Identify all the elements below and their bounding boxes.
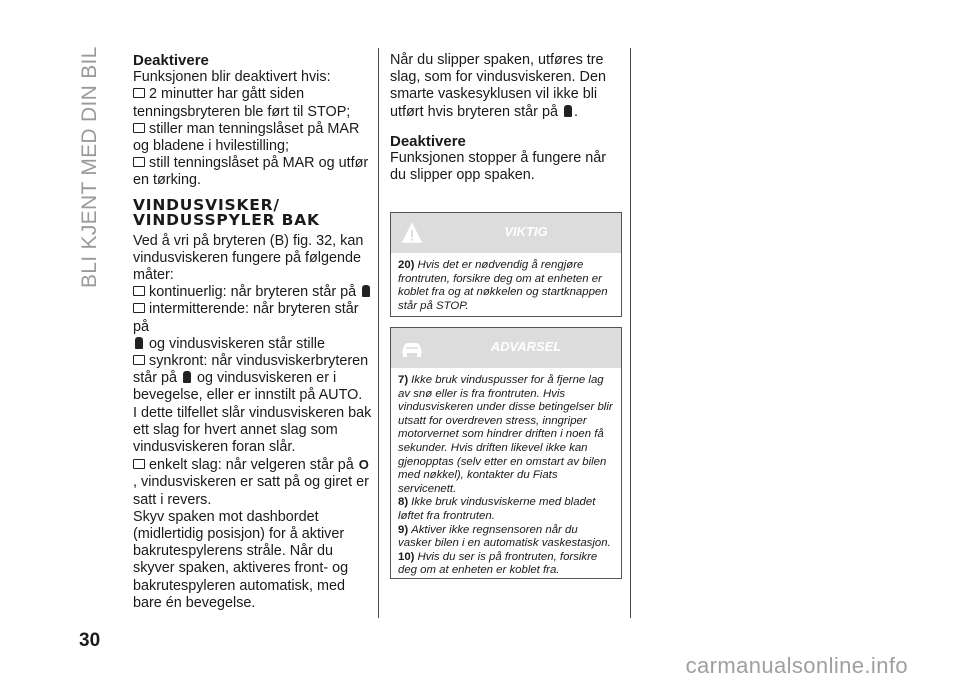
watermark: carmanualsonline.info	[685, 653, 908, 678]
bullet-text: still tenningslåset på MAR og utfør en tørking.	[133, 155, 369, 189]
notice-title: VIKTIG	[504, 224, 548, 239]
bullet-item	[133, 353, 373, 405]
bullet-text: og vindusviskeren står stille	[149, 335, 325, 352]
paragraph: I dette tilfellet slår vindusviskeren bak ett slag for hvert annet slag som vindusviskeren foran slår.	[133, 404, 372, 456]
text-column-1	[133, 52, 373, 612]
paragraph: Funksjonen stopper å fungere når du slipper opp spaken.	[390, 150, 607, 184]
bullet-text: 2 minutter har gått siden tenningsbryteren ble ført til STOP;	[133, 86, 351, 120]
bullet-text: og vindusviskeren er i bevegelse, eller er innstilt på AUTO.	[133, 370, 363, 404]
bullet-text: , vindusviskeren er satt på og giret er satt i revers.	[133, 474, 369, 508]
notice-warning	[390, 327, 622, 579]
paragraph	[390, 52, 622, 121]
wiper-symbol-icon	[362, 285, 370, 297]
notice-item-text: Hvis det er nødvendig å rengjøre frontruten, forsikre deg om at enheten er koblet fra og at nøkkelen og startknappen står på STOP.	[398, 259, 608, 312]
column-divider-right	[630, 48, 631, 618]
notice-header	[391, 213, 621, 253]
page-number: 30	[79, 630, 101, 651]
paragraph-text: Når du slipper spaken, utføres tre slag, som for vindusviskeren. Den smarte vaskesyklusen vil ikke bli utført hvis bryteren står på	[390, 52, 606, 120]
notice-item-number: 8)	[398, 496, 409, 509]
notice-item-number: 10)	[398, 550, 415, 563]
checkbox-bullet-icon	[133, 157, 145, 167]
notice-important	[390, 212, 622, 317]
notice-item	[398, 374, 614, 496]
bullet-text: enkelt slag: når velgeren står på	[149, 457, 354, 474]
notice-item	[398, 524, 614, 551]
heading-line: VINDUSVISKER/	[133, 195, 280, 214]
side-section-title	[78, 48, 114, 288]
heading-line: VINDUSSPYLER BAK	[133, 210, 320, 229]
notice-item-text: Aktiver ikke regnsensoren når du vasker bilen i en automatisk vaskestasjon.	[398, 523, 611, 550]
notice-item-text: Ikke bruk vindusviskerne med bladet løftet fra frontruten.	[398, 496, 596, 522]
checkbox-bullet-icon	[133, 123, 145, 133]
checkbox-bullet-icon	[133, 303, 145, 313]
checkbox-bullet-icon	[133, 355, 145, 365]
notice-item-number: 7)	[398, 374, 409, 386]
notice-item	[398, 259, 614, 313]
wiper-off-symbol: O	[358, 457, 369, 473]
notice-body	[391, 253, 621, 321]
bullet-text: synkront: når vindusviskerbryteren står på	[133, 353, 369, 387]
paragraph: Ved å vri på bryteren (B) fig. 32, kan vindusviskeren fungere på følgende måter:	[133, 232, 364, 284]
bullet-item	[133, 155, 373, 189]
heading-deaktivere: Deaktivere	[390, 132, 466, 150]
checkbox-bullet-icon	[133, 459, 145, 469]
bullet-item	[133, 284, 373, 301]
bullet-item	[133, 456, 373, 509]
bullet-item	[133, 121, 373, 155]
column-divider-left	[378, 48, 379, 618]
text-column-2	[390, 52, 622, 184]
paragraph: Skyv spaken mot dashbordet (midlertidig posisjon) for å aktiver bakrutespylerens stråle. Når du skyver spaken, aktiveres front- og bakrutespyleren automatisk, med bare én bevegelse.	[133, 508, 349, 611]
bullet-item	[133, 301, 373, 353]
wiper-symbol-icon	[183, 371, 191, 383]
bullet-item	[133, 86, 373, 120]
notice-item-text: Hvis du ser is på frontruten, forsikre deg om at enheten er koblet fra.	[398, 550, 598, 577]
bullet-text: kontinuerlig: når bryteren står på	[149, 284, 357, 301]
paragraph-intro: Funksjonen blir deaktivert hvis:	[133, 69, 331, 86]
notice-item-number: 20)	[398, 259, 415, 271]
notice-item	[398, 551, 614, 578]
heading-rear-wiper	[133, 195, 373, 229]
notice-title: ADVARSEL	[490, 339, 562, 354]
checkbox-bullet-icon	[133, 286, 145, 296]
notice-item	[398, 496, 614, 523]
side-section-title-text: BLI KJENT MED DIN BIL	[78, 46, 101, 288]
bullet-text: intermitterende: når bryteren står på	[133, 301, 359, 335]
wiper-symbol-icon	[135, 337, 143, 349]
notice-item-number: 9)	[398, 523, 409, 536]
notice-body	[391, 368, 621, 586]
bullet-text: stiller man tenningslåset på MAR og bladene i hvilestilling;	[133, 120, 360, 155]
checkbox-bullet-icon	[133, 88, 145, 98]
heading-deaktivere: Deaktivere	[133, 52, 209, 69]
notice-item-text: Ikke bruk vinduspusser for å fjerne lag av snø eller is fra frontruten. Hvis vindusviskeren under disse betingelser blir utsatt for overdreven stress, inngriper motorvernet som hindrer driften i noen få sekunder. Hvis driften likevel ikke kan gjenopptas (selv etter en omstart av bilen med nøkkel), kontakter du Fiats servicenett.	[398, 374, 613, 495]
wiper-symbol-icon	[564, 105, 572, 117]
notice-header	[391, 328, 621, 368]
paragraph-end: .	[573, 103, 578, 120]
